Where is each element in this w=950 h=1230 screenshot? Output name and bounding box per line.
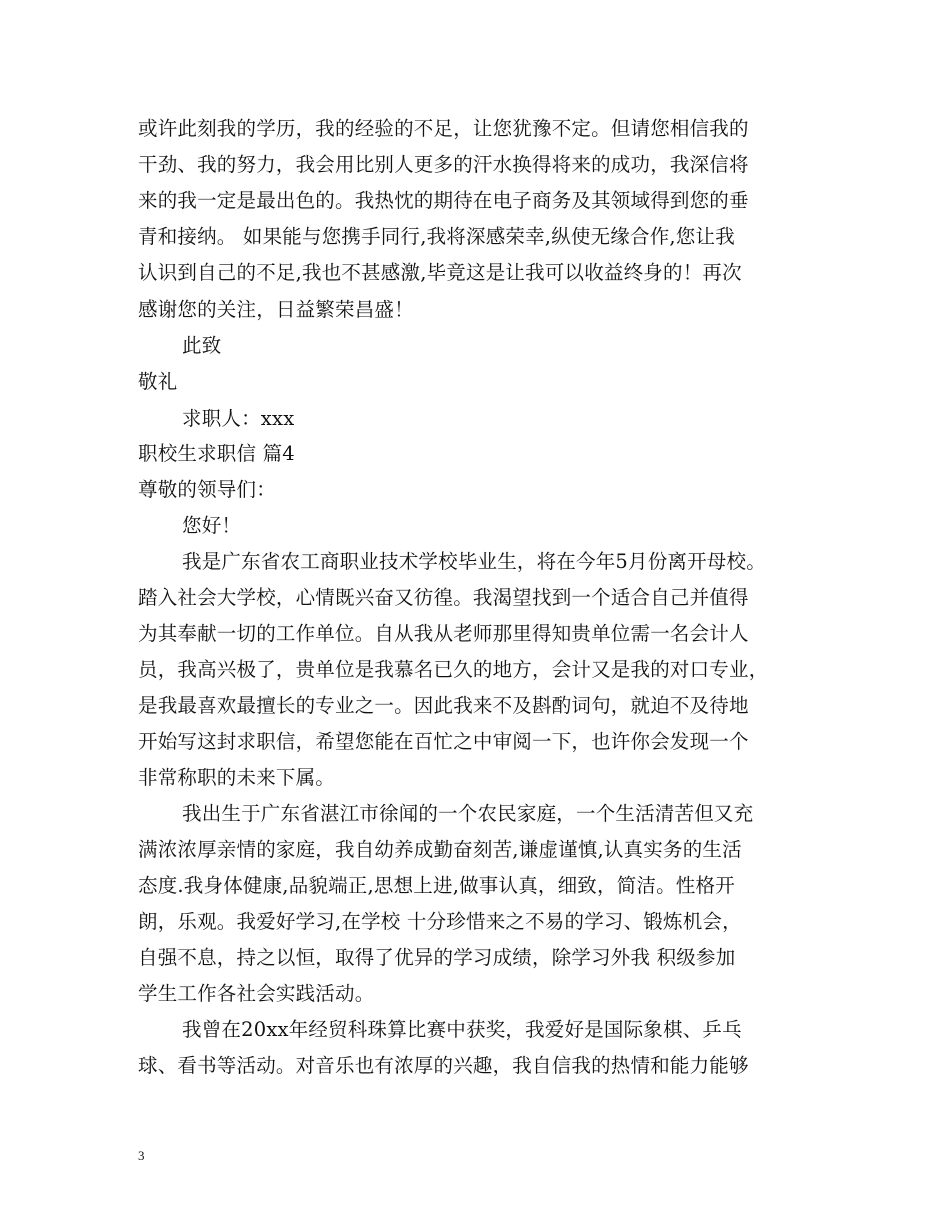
text-line: 踏入社会大学校，心情既兴奋又彷徨。我渴望找到一个适合自己并值得 bbox=[138, 586, 749, 609]
text-line: 满浓浓厚亲情的家庭，我自幼养成勤奋刻苦,谦虚谨慎,认真实务的生活 bbox=[138, 838, 742, 861]
text-line: 为其奉献一切的工作单位。自从我从老师那里得知贵单位需一名会计人 bbox=[138, 622, 749, 645]
text-line: 开始写这封求职信，希望您能在百忙之中审阅一下，也许你会发现一个 bbox=[138, 730, 749, 753]
text-line: 或许此刻我的学历，我的经验的不足，让您犹豫不定。但请您相信我的 bbox=[138, 117, 749, 140]
greeting-hello: 您好！ bbox=[182, 514, 242, 537]
text-line: 青和接纳。 如果能与您携手同行,我将深感荣幸,纵使无缘合作,您让我 bbox=[138, 225, 735, 248]
text-line: 来的我一定是最出色的。我热忱的期待在电子商务及其领域得到您的垂 bbox=[138, 189, 749, 212]
text-line: 态度.我身体健康,品貌端正,思想上进,做事认真，细致，简洁。性格开 bbox=[138, 874, 735, 897]
signature-line: 求职人：xxx bbox=[182, 407, 295, 430]
text-line: 我出生于广东省湛江市徐闻的一个农民家庭，一个生活清苦但又充 bbox=[182, 802, 754, 825]
text-line: 我曾在20xx年经贸科珠算比赛中获奖，我爱好是国际象棋、乒乓 bbox=[182, 1018, 742, 1041]
text-line: 自强不息，持之以恒，取得了优异的学习成绩，除学习外我 积级参加 bbox=[138, 946, 736, 969]
greeting-line: 尊敬的领导们： bbox=[138, 478, 276, 501]
page-number: 3 bbox=[138, 1148, 145, 1163]
text-line: 我是广东省农工商职业技术学校毕业生，将在今年5月份离开母校。 bbox=[182, 550, 766, 573]
text-line: 非常称职的未来下属。 bbox=[138, 766, 336, 789]
text-line: 干劲、我的努力，我会用比别人更多的汗水换得将来的成功，我深信将 bbox=[138, 153, 749, 176]
text-line: 认识到自己的不足,我也不甚感激,毕竟这是让我可以收益终身的！再次 bbox=[138, 261, 742, 284]
text-line: 员，我高兴极了，贵单位是我慕名已久的地方，会计又是我的对口专业， bbox=[138, 658, 769, 681]
section-heading: 职校生求职信 篇4 bbox=[138, 442, 295, 465]
closing-salutation: 此致 bbox=[182, 334, 222, 357]
text-line: 学生工作各社会实践活动。 bbox=[138, 982, 375, 1005]
closing-regards: 敬礼 bbox=[138, 370, 178, 393]
text-line: 朗，乐观。我爱好学习,在学校 十分珍惜来之不易的学习、锻炼机会， bbox=[138, 910, 742, 933]
text-line: 球、看书等活动。对音乐也有浓厚的兴趣，我自信我的热情和能力能够 bbox=[138, 1054, 749, 1077]
text-line: 感谢您的关注，日益繁荣昌盛！ bbox=[138, 298, 414, 321]
text-line: 是我最喜欢最擅长的专业之一。因此我来不及斟酌词句，就迫不及待地 bbox=[138, 694, 749, 717]
